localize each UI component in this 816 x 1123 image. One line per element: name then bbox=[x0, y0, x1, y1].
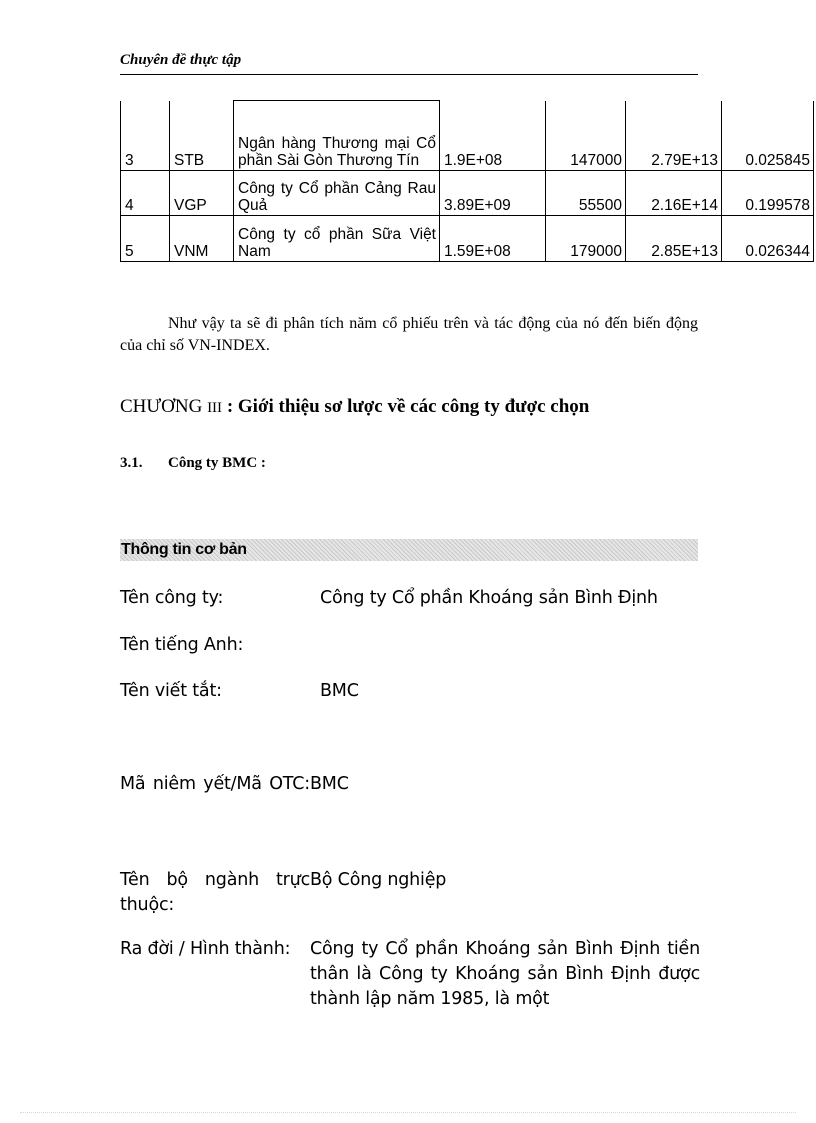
price-cell: 55500 bbox=[546, 171, 626, 216]
weight-cell: 0.026344 bbox=[722, 216, 814, 262]
founding-label: Ra đời / Hình thành: bbox=[120, 939, 291, 959]
ministry-value: Bộ Công nghiệp bbox=[310, 870, 447, 890]
page-bottom-border bbox=[20, 1112, 796, 1113]
value-cell: 2.79E+13 bbox=[626, 101, 722, 171]
section-title: Công ty BMC : bbox=[168, 455, 266, 471]
stock-code: VGP bbox=[170, 171, 234, 216]
chapter-title: : Giới thiệu sơ lược về các công ty được chọn bbox=[222, 396, 590, 417]
row-number: 5 bbox=[121, 216, 170, 262]
table-row bbox=[121, 101, 814, 171]
table-row bbox=[121, 216, 814, 262]
value-cell: 3.89E+09 bbox=[440, 171, 546, 216]
header-divider bbox=[120, 74, 698, 75]
short-name-label: Tên viết tắt: bbox=[120, 681, 222, 701]
section-number: 3.1. bbox=[120, 455, 143, 471]
company-name-value: Công ty Cổ phần Khoáng sản Bình Định bbox=[320, 588, 658, 608]
english-name-label: Tên tiếng Anh: bbox=[120, 635, 244, 655]
stock-code: VNM bbox=[170, 216, 234, 262]
company-name: Công ty Cổ phần Cảng Rau Quả bbox=[234, 171, 440, 216]
company-name: Công ty cổ phần Sữa Việt Nam bbox=[234, 216, 440, 262]
info-section-title: Thông tin cơ bản bbox=[121, 541, 247, 558]
short-name-value: BMC bbox=[320, 681, 359, 701]
founding-value: Công ty Cổ phần Khoáng sản Bình Định tiền thân là Công ty Khoáng sản Bình Định được thành lập năm 1985, là một bbox=[310, 939, 700, 1009]
listing-code-label: Mã niêm yết/Mã OTC: bbox=[120, 774, 310, 794]
page-header-title: Chuyên đề thực tập bbox=[120, 52, 242, 68]
weight-cell: 0.199578 bbox=[722, 171, 814, 216]
row-number: 3 bbox=[121, 101, 170, 171]
chapter-heading bbox=[120, 396, 589, 418]
body-paragraph: Như vậy ta sẽ đi phân tích năm cổ phiếu trên và tác động của nó đến biến động của chỉ số VN-INDEX. bbox=[120, 315, 698, 354]
info-section-header bbox=[120, 539, 698, 561]
ministry-label: Tên bộ ngành trực thuộc: bbox=[120, 870, 310, 915]
value-cell: 1.9E+08 bbox=[440, 101, 546, 171]
stock-code: STB bbox=[170, 101, 234, 171]
chapter-numeral: III bbox=[207, 400, 223, 416]
value-cell: 2.16E+14 bbox=[626, 171, 722, 216]
table-row bbox=[121, 171, 814, 216]
section-heading bbox=[120, 455, 266, 472]
company-name-label: Tên công ty: bbox=[120, 588, 224, 608]
company-name: Ngân hàng Thương mại Cổ phần Sài Gòn Thương Tín bbox=[234, 101, 440, 171]
stock-table bbox=[120, 100, 814, 262]
row-number: 4 bbox=[121, 171, 170, 216]
value-cell: 2.85E+13 bbox=[626, 216, 722, 262]
price-cell: 179000 bbox=[546, 216, 626, 262]
chapter-prefix: CHƯƠNG bbox=[120, 396, 208, 417]
weight-cell: 0.025845 bbox=[722, 101, 814, 171]
value-cell: 1.59E+08 bbox=[440, 216, 546, 262]
listing-code-value: BMC bbox=[310, 774, 349, 794]
price-cell: 147000 bbox=[546, 101, 626, 171]
